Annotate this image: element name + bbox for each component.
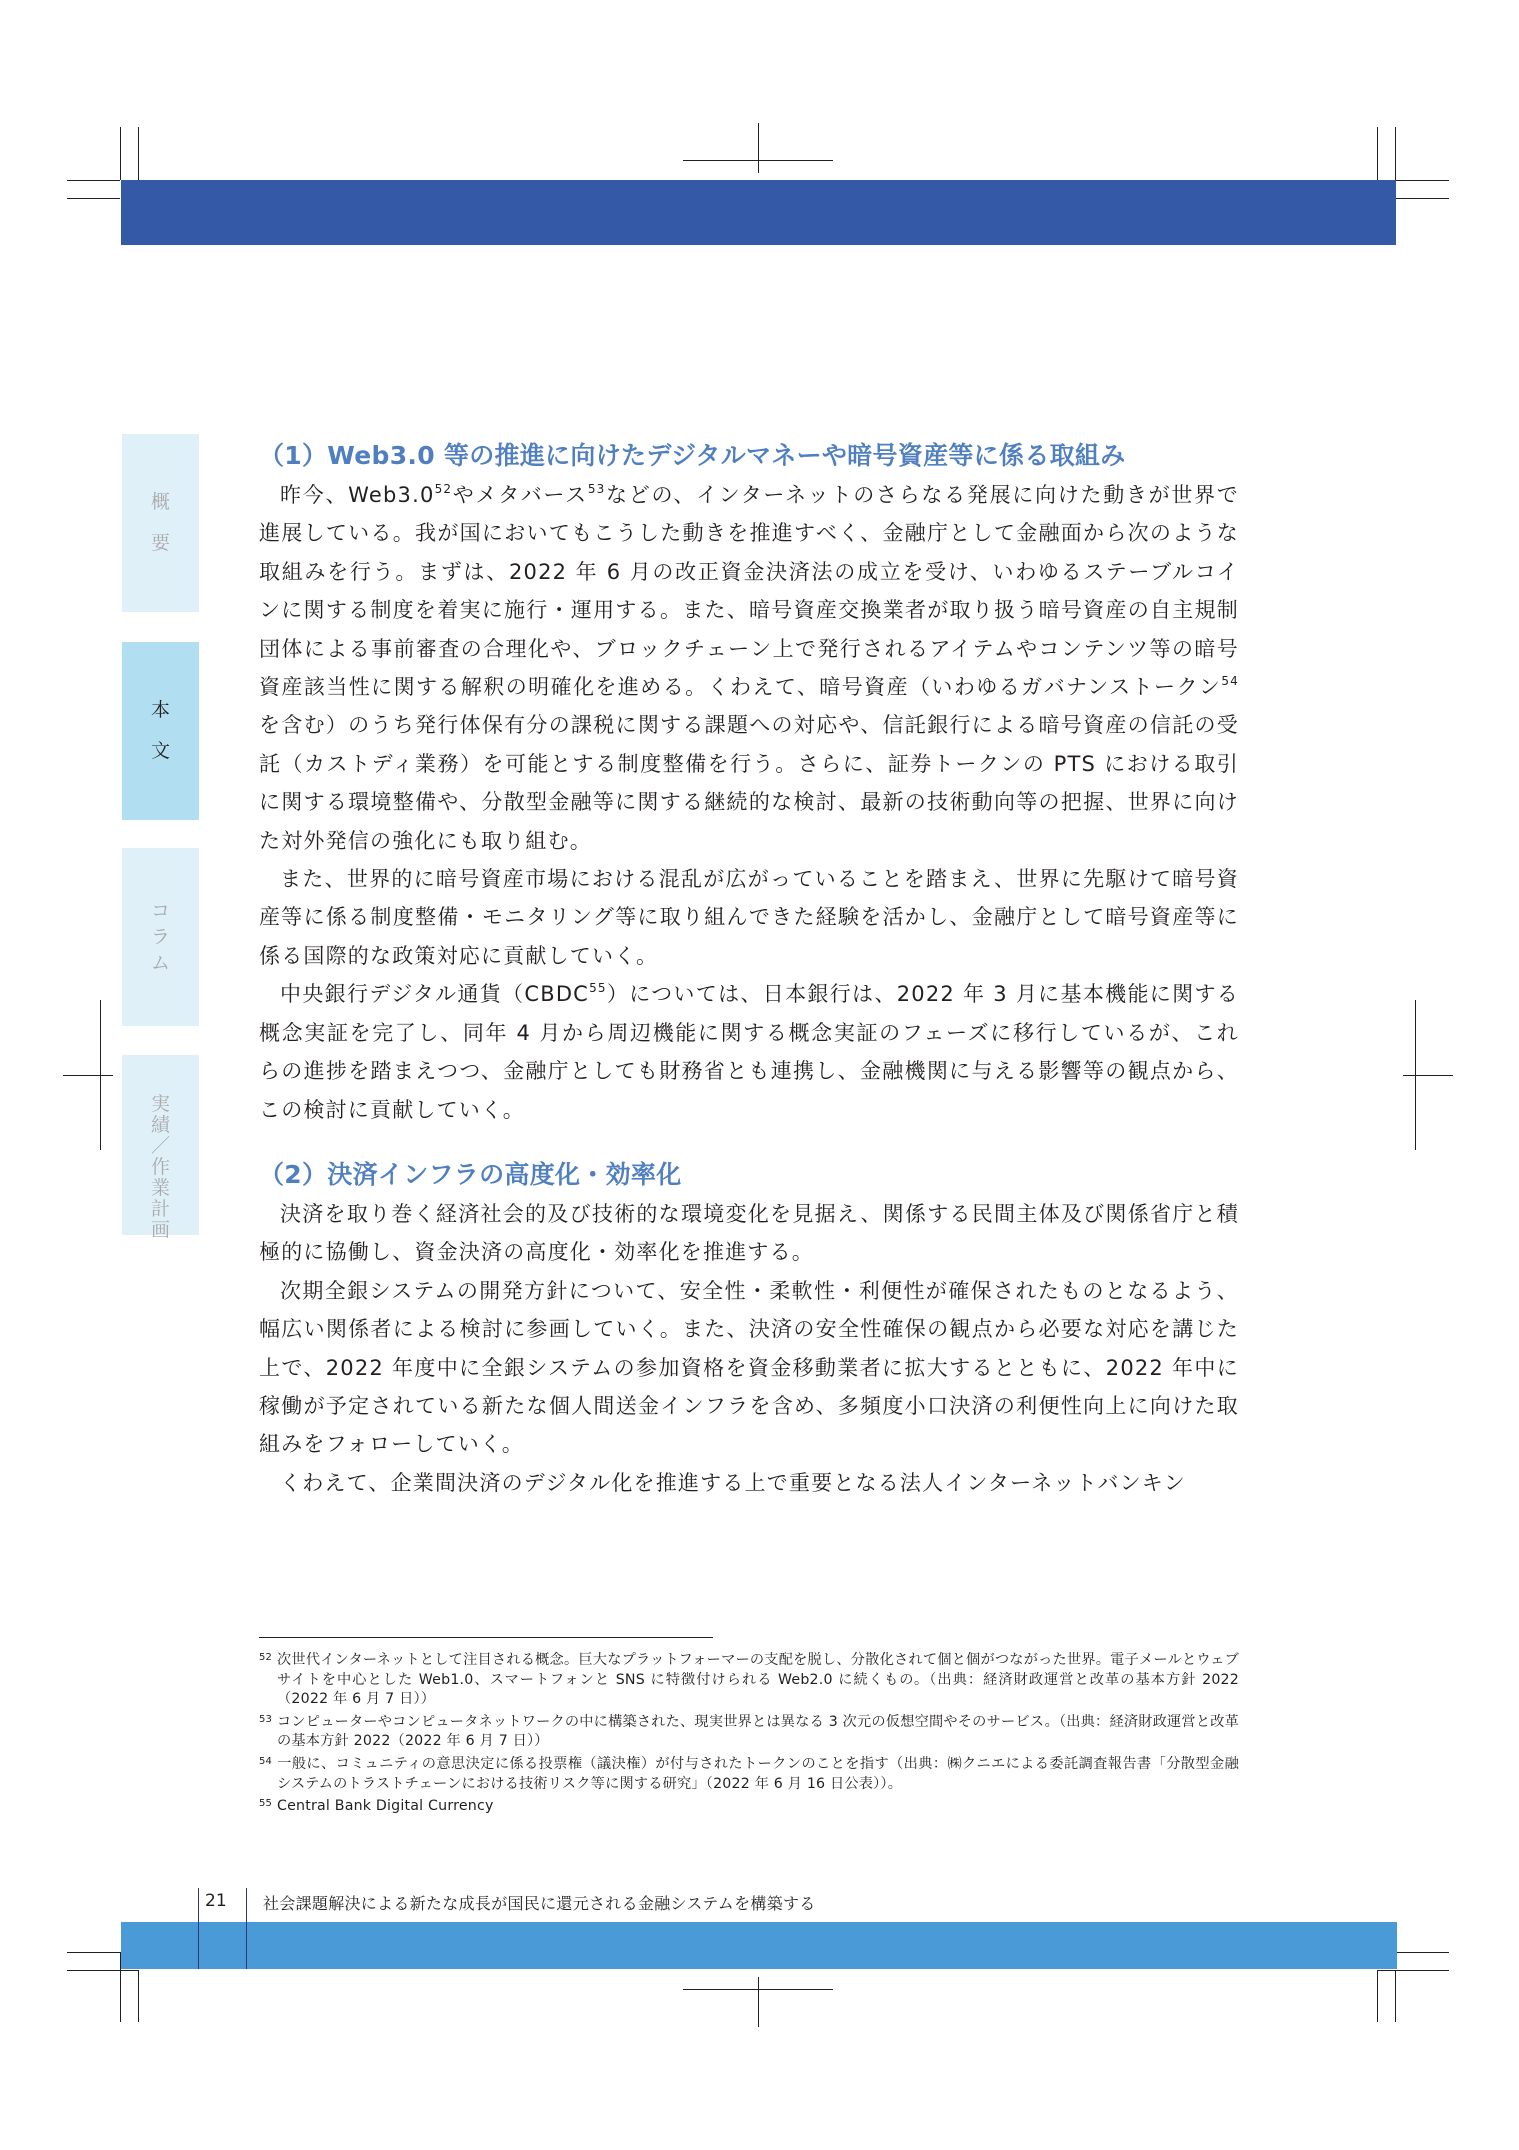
tab-char: ラ bbox=[150, 925, 170, 948]
footnote-text: コンピューターやコンピュータネットワークの中に構築された、現実世界とは異なる 3 次元の仮想空間やそのサービス。（出典：経済財政運営と改革の基本方針 2022（2022 年 6 月 7 日）） bbox=[277, 1713, 1239, 1750]
tab-char: 概 bbox=[150, 491, 170, 513]
footnote bbox=[259, 1794, 1239, 1817]
crop-mark-line bbox=[1377, 127, 1378, 180]
footnote-text: Central Bank Digital Currency bbox=[277, 1798, 494, 1815]
paragraph: 決済を取り巻く経済社会的及び技術的な環境変化を見据え、関係する民間主体及び関係省庁と積極的に協働し、資金決済の高度化・効率化を推進する。 bbox=[259, 1201, 1239, 1265]
footnote bbox=[259, 1710, 1239, 1752]
crop-mark-line bbox=[67, 180, 120, 181]
crop-mark-line bbox=[1396, 198, 1449, 199]
tab-char: 績 bbox=[150, 1114, 170, 1136]
registration-mark-line bbox=[1403, 1075, 1453, 1076]
footnote-text: 次世代インターネットとして注目される概念。巨大なプラットフォーマーの支配を脱し、分散化されて個と個がつながった世界。電子メールとウェブサイトを中心とした Web1.0、スマートフォンと SNS に特徴付けられる Web2.0 に続くもの。（出典：経済財政運営と改革の基本方針 2022（2022 年 6 月 7 日）） bbox=[277, 1652, 1239, 1708]
footnote bbox=[259, 1752, 1239, 1794]
footnote-text: 一般に、コミュニティの意思決定に係る投票権（議決権）が付与されたトークンのことを指す（出典：㈱クニエによる委託調査報告書「分散型金融システムのトラストチェーンにおける技術リスク等に関する研究」（2022 年 6 月 16 日公表））。 bbox=[277, 1755, 1239, 1792]
paragraph bbox=[259, 476, 1239, 860]
section-heading: （2）決済インフラの高度化・効率化 bbox=[259, 1159, 682, 1189]
registration-mark-line bbox=[63, 1075, 113, 1076]
footnote bbox=[259, 1648, 1239, 1710]
tab-char: 実 bbox=[150, 1093, 170, 1115]
registration-mark-line bbox=[758, 1977, 759, 2027]
crop-mark-line bbox=[1377, 1970, 1449, 1971]
text-run: を含む）のうち発行体保有分の課税に関する課題への対応や、信託銀行による暗号資産の信託の受託（カストディ業務）を可能とする制度整備を行う。さらに、証券トークンの PTS における取引に関する環境整備や、分散型金融等に関する継続的な検討、最新の技術動向等の把握、世界に向けた対外発信の強化にも取り組む。 bbox=[259, 713, 1239, 853]
text-run: 昨今、Web3.0 bbox=[280, 483, 435, 507]
text-run: やメタバース bbox=[452, 483, 588, 507]
side-tab-main-text[interactable] bbox=[122, 642, 199, 820]
crop-mark-line bbox=[1396, 1952, 1449, 1953]
footnote-ref[interactable]: 55 bbox=[589, 981, 607, 996]
tab-char: 業 bbox=[150, 1177, 170, 1199]
footnote-ref[interactable]: 52 bbox=[434, 482, 453, 496]
running-footer-title: 社会課題解決による新たな成長が国民に還元される金融システムを構築する bbox=[263, 1894, 816, 1913]
paragraph: また、世界的に暗号資産市場における混乱が広がっていることを踏まえ、世界に先駆けて暗号資産等に係る制度整備・モニタリング等に取り組んできた経験を活かし、金融庁として暗号資産等に係る国際的な政策対応に貢献していく。 bbox=[259, 867, 1239, 968]
footnote-number: 54 bbox=[259, 1755, 273, 1767]
tab-char: 画 bbox=[150, 1219, 170, 1241]
paragraph bbox=[259, 975, 1239, 1129]
tab-char: 計 bbox=[150, 1198, 170, 1220]
tab-char: コ bbox=[150, 899, 170, 922]
tab-char: 作 bbox=[150, 1156, 170, 1178]
footnote-number: 55 bbox=[259, 1798, 273, 1810]
tab-char: ム bbox=[150, 951, 170, 974]
crop-mark-line bbox=[67, 1970, 138, 1971]
section-payment-infra bbox=[259, 1155, 1239, 1502]
crop-mark-line bbox=[138, 127, 139, 180]
crop-mark-line bbox=[120, 127, 121, 180]
text-run: などの、インターネットのさらなる発展に向けた動きが世界で進展している。我が国においてもこうした動きを推進すべく、金融庁として金融面から次のような取組みを行う。まずは、2022 年 6 月の改正資金決済法の成立を受け、いわゆるステーブルコインに関する制度を着実に施行・運用する。また、暗号資産交換業者が取り扱う暗号資産の自主規制団体による事前審査の合理化や、ブロックチェーン上で発行されるアイテムやコンテンツ等の暗号資産該当性に関する解釈の明確化を進める。くわえて、暗号資産（いわゆるガバナンストークン bbox=[259, 483, 1240, 700]
crop-mark-line bbox=[1377, 1970, 1378, 2022]
tab-char: ／ bbox=[150, 1135, 170, 1157]
text-run: 中央銀行デジタル通貨（CBDC bbox=[280, 982, 590, 1007]
footer-band bbox=[121, 1922, 1397, 1969]
footnotes bbox=[259, 1648, 1239, 1817]
paragraph: くわえて、企業間決済のデジタル化を推進する上で重要となる法人インターネットバンキン bbox=[280, 1470, 1186, 1495]
tab-char: 要 bbox=[150, 532, 170, 554]
footnote-ref[interactable]: 54 bbox=[1221, 674, 1239, 689]
crop-mark-line bbox=[67, 198, 120, 199]
footer-divider bbox=[246, 1888, 247, 1969]
main-content bbox=[259, 436, 1239, 1502]
crop-mark-line bbox=[67, 1952, 120, 1953]
side-tab-column[interactable] bbox=[122, 848, 199, 1026]
paragraph: 次期全銀システムの開発方針について、安全性・柔軟性・利便性が確保されたものとなるよう、幅広い関係者による検討に参画していく。また、決済の安全性確保の観点から必要な対応を講じた上で、2022 年度中に全銀システムの参加資格を資金移動業者に拡大するとともに、2022 年中に稼働が予定されている新たな個人間送金インフラを含め、多頻度小口決済の利便性向上に向けた取組みをフォローしていく。 bbox=[259, 1278, 1239, 1457]
text-run: ）については、日本銀行は、2022 年 3 月に基本機能に関する概念実証を完了し、同年 4 月から周辺機能に関する概念実証のフェーズに移行しているが、これらの進捗を踏まえつつ、金融庁としても財務省とも連携し、金融機関に与える影響等の観点から、この検討に貢献していく。 bbox=[259, 982, 1239, 1122]
footer-divider bbox=[198, 1888, 199, 1969]
crop-mark-line bbox=[138, 1970, 139, 2022]
crop-mark-line bbox=[1395, 127, 1396, 180]
footnote-ref[interactable]: 53 bbox=[587, 482, 606, 496]
section-web3 bbox=[259, 436, 1239, 1129]
footnote-number: 52 bbox=[259, 1652, 273, 1663]
side-tab-overview[interactable] bbox=[122, 434, 199, 612]
crop-mark-line bbox=[1396, 180, 1449, 181]
section-heading: （1）Web3.0 等の推進に向けたデジタルマネーや暗号資産等に係る取組み bbox=[259, 441, 1126, 470]
footnote-number: 53 bbox=[259, 1713, 273, 1725]
side-tab-results-plan[interactable] bbox=[122, 1055, 199, 1241]
page-number: 21 bbox=[205, 1891, 227, 1911]
registration-mark-line bbox=[758, 123, 759, 173]
crop-mark-line bbox=[1395, 1970, 1396, 2022]
tab-char: 文 bbox=[150, 740, 170, 762]
header-band bbox=[121, 180, 1396, 245]
footnote-divider bbox=[259, 1637, 713, 1638]
tab-char: 本 bbox=[150, 699, 170, 721]
